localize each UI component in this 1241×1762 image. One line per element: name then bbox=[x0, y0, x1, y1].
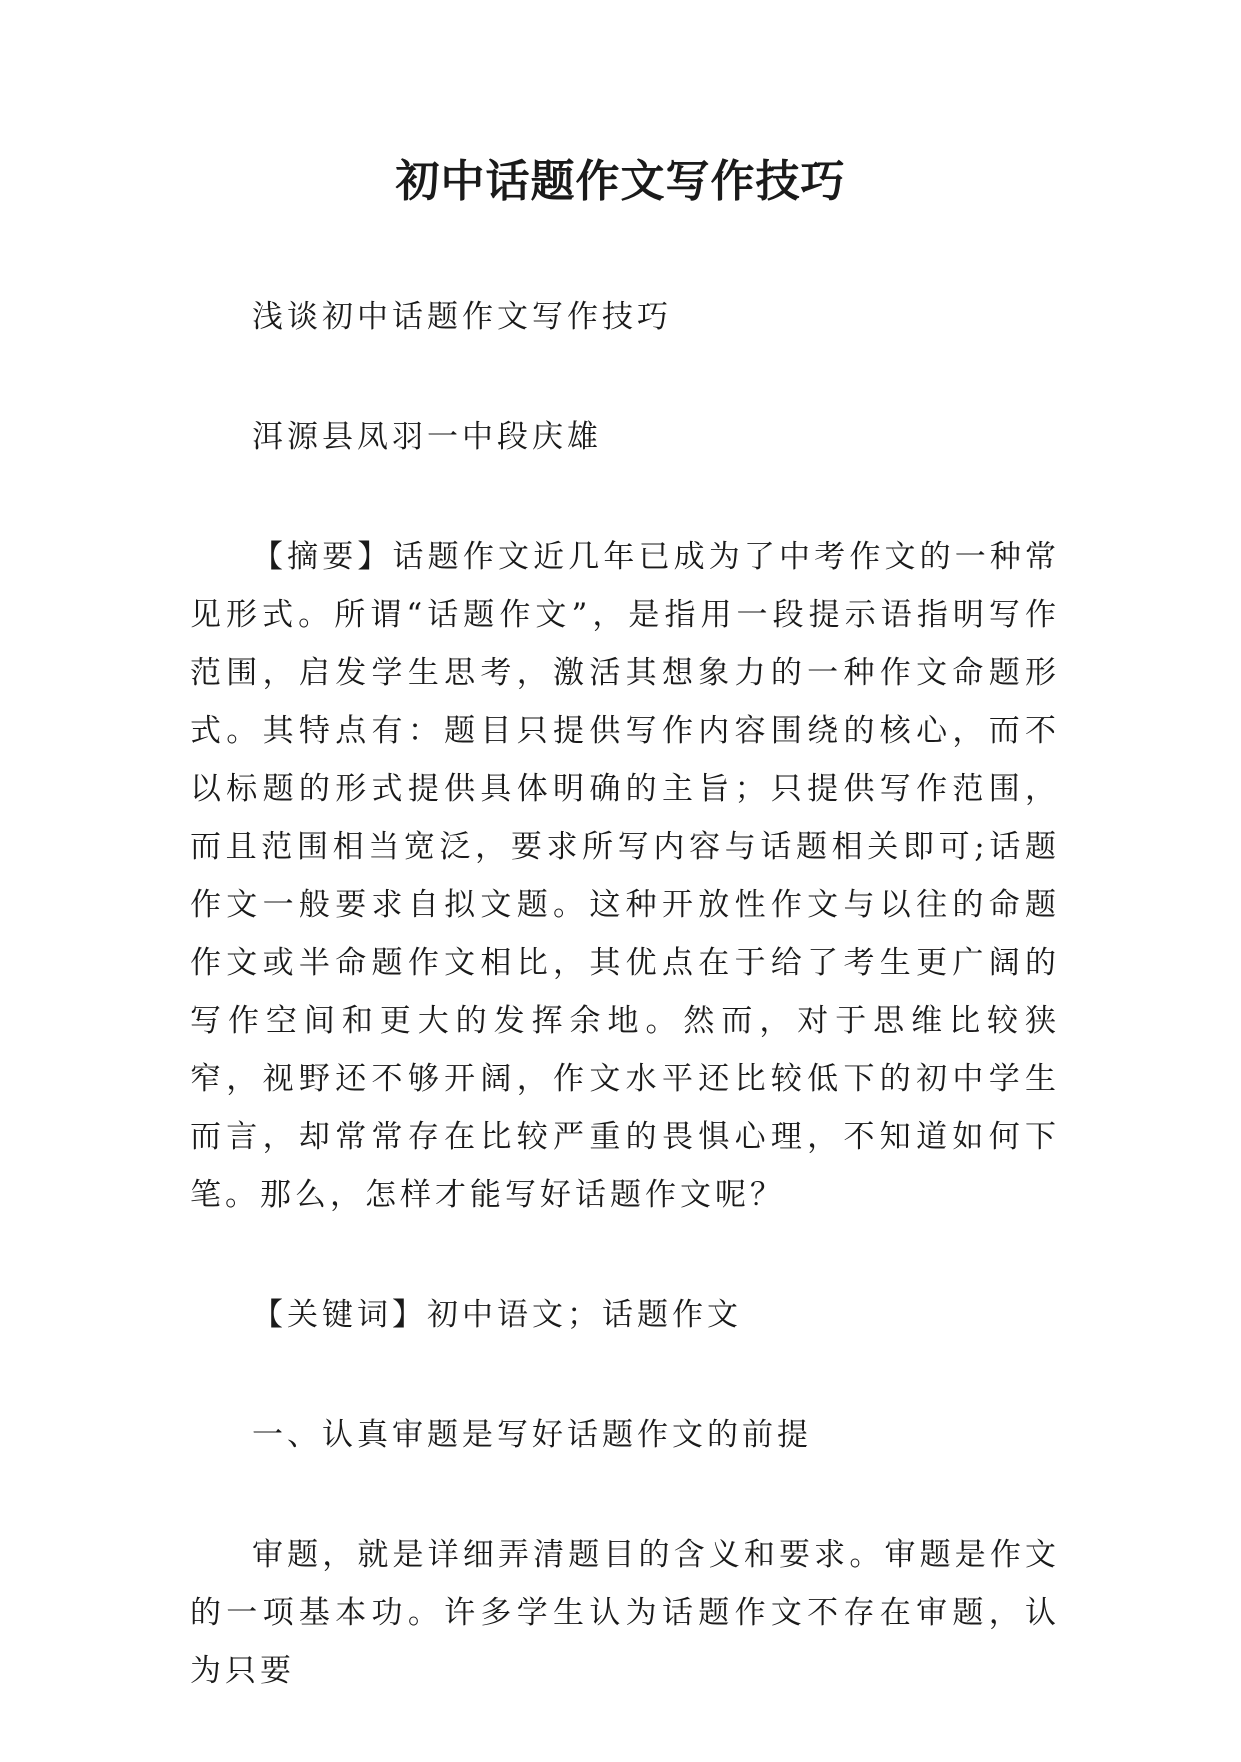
document-body bbox=[190, 288, 1060, 1762]
author-paragraph: 洱源县凤羽一中段庆雄 bbox=[252, 419, 602, 455]
document-title: 初中话题作文写作技巧 bbox=[395, 156, 846, 207]
keywords-paragraph: 【关键词】初中语文；话题作文 bbox=[252, 1297, 742, 1333]
subtitle-paragraph: 浅谈初中话题作文写作技巧 bbox=[252, 299, 672, 335]
body-paragraph: 审题，就是详细弄清题目的含义和要求。审题是作文的一项基本功。许多学生认为话题作文不存在审题，认为只要 bbox=[190, 1537, 1060, 1689]
abstract-paragraph: 【摘要】话题作文近几年已成为了中考作文的一种常见形式。所谓“话题作文”，是指用一段提示语指明写作范围，启发学生思考，激活其想象力的一种作文命题形式。其特点有：题目只提供写作内容围绕的核心，而不以标题的形式提供具体明确的主旨；只提供写作范围，而且范围相当宽泛，要求所写内容与话题相关即可;话题作文一般要求自拟文题。这种开放性作文与以往的命题作文或半命题作文相比，其优点在于给了考生更广阔的写作空间和更大的发挥余地。然而，对于思维比较狭窄，视野还不够开阔，作文水平还比较低下的初中学生而言，却常常存在比较严重的畏惧心理，不知道如何下笔。那么，怎样才能写好话题作文呢？ bbox=[190, 539, 1060, 1213]
section-heading: 一、认真审题是写好话题作文的前提 bbox=[252, 1417, 812, 1453]
